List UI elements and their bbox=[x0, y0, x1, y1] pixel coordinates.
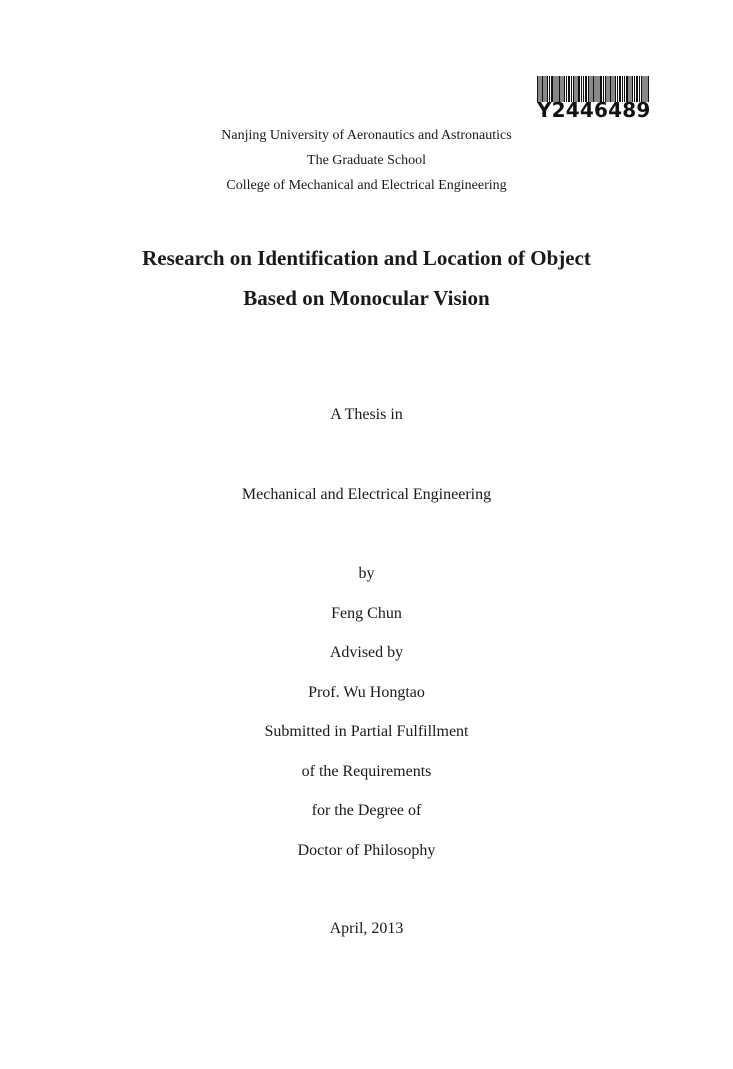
submitted-line-3: for the Degree of bbox=[311, 802, 422, 819]
by-label: by bbox=[358, 565, 375, 582]
thesis-title-line-2: Based on Monocular Vision bbox=[243, 286, 490, 310]
submitted-line-1: Submitted in Partial Fulfillment bbox=[264, 723, 469, 740]
barcode-number: Y2446489 bbox=[537, 98, 651, 122]
degree-name: Doctor of Philosophy bbox=[297, 842, 436, 859]
thesis-field: Mechanical and Electrical Engineering bbox=[241, 486, 492, 503]
university-name: Nanjing University of Aeronautics and Astronautics bbox=[221, 128, 512, 143]
college-name: College of Mechanical and Electrical Engineering bbox=[226, 178, 507, 193]
graduate-school: The Graduate School bbox=[307, 153, 426, 168]
thesis-title-line-1: Research on Identification and Location of Object bbox=[142, 246, 591, 270]
submission-date: April, 2013 bbox=[329, 920, 404, 937]
barcode-label bbox=[537, 76, 649, 120]
submitted-line-2: of the Requirements bbox=[301, 763, 432, 780]
author-name: Feng Chun bbox=[331, 605, 402, 622]
advised-by-label: Advised by bbox=[329, 644, 404, 661]
advisor-name: Prof. Wu Hongtao bbox=[308, 684, 425, 701]
thesis-intro: A Thesis in bbox=[330, 406, 403, 423]
